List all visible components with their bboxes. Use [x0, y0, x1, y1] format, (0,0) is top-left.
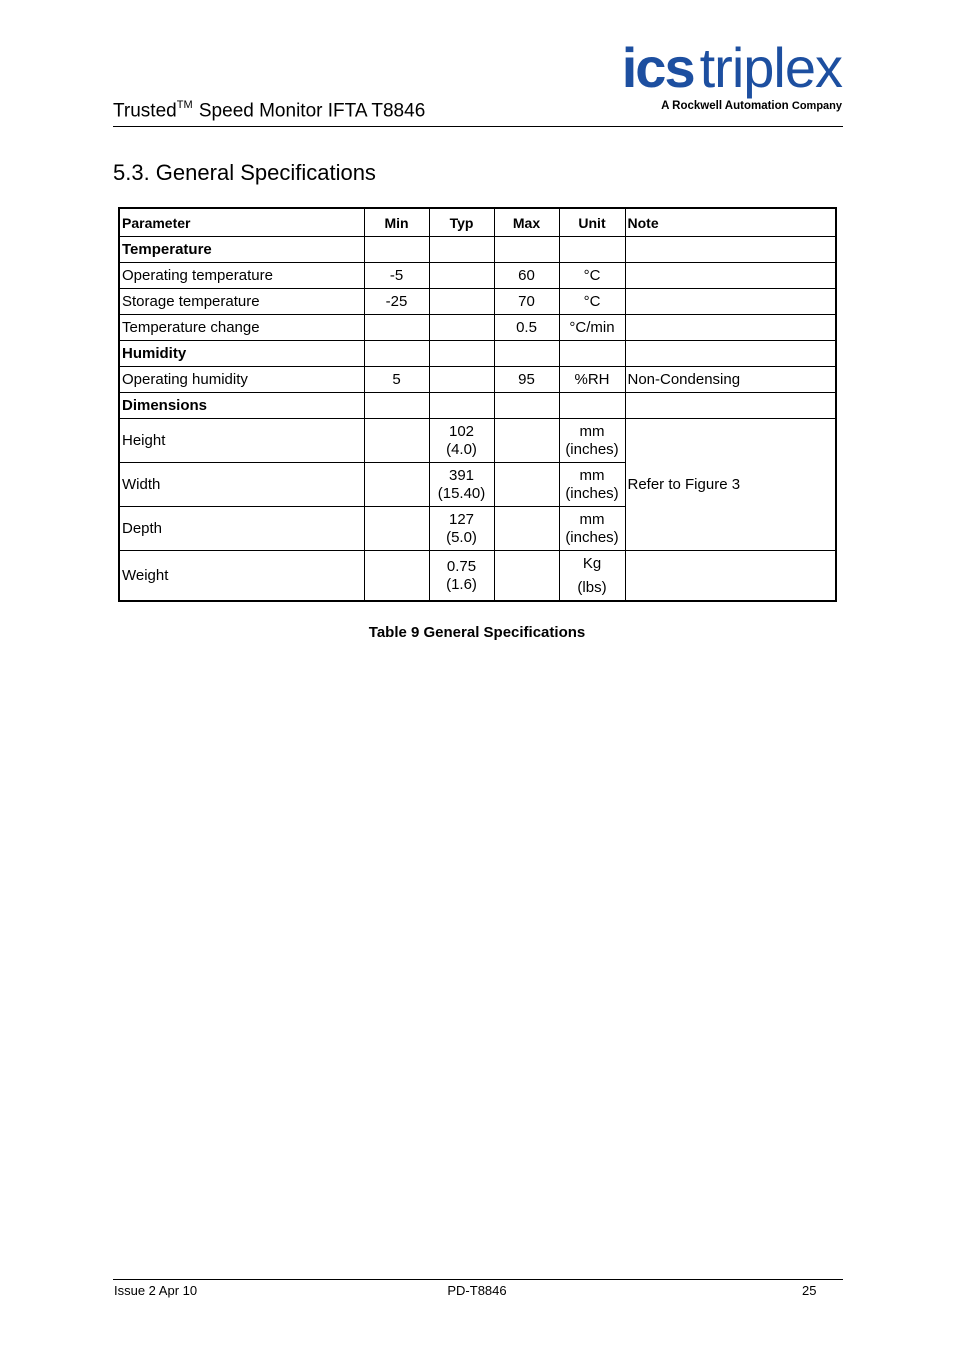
logo-wordmark	[621, 36, 842, 99]
typ-value: 127	[448, 510, 475, 528]
header-title-prefix: Trusted	[113, 100, 177, 122]
cell-min: -25	[364, 289, 429, 315]
unit-value-alt: (inches)	[565, 440, 619, 458]
typ-value: 102	[448, 422, 475, 440]
cell-max: 0.5	[494, 315, 559, 341]
typ-value-inches: (5.0)	[446, 528, 477, 546]
general-specifications-table	[118, 207, 837, 602]
cell-param: Height	[119, 419, 364, 463]
cell-unit	[559, 419, 625, 463]
logo-tagline-company: Company	[791, 100, 842, 112]
cell-note: Non-Condensing	[625, 367, 836, 393]
table-row	[119, 551, 836, 602]
group-label: Humidity	[119, 341, 364, 367]
group-label: Temperature	[119, 237, 364, 263]
cell-note	[625, 551, 836, 602]
cell-unit: °C	[559, 263, 625, 289]
logo-tagline	[622, 100, 842, 112]
cell-note-dimensions: Refer to Figure 3	[625, 419, 836, 551]
cell-typ	[429, 507, 494, 551]
table-row	[119, 263, 836, 289]
cell-typ	[429, 551, 494, 602]
cell-unit: %RH	[559, 367, 625, 393]
header-max: Max	[494, 208, 559, 237]
trademark-superscript: TM	[176, 99, 193, 111]
cell-min: 5	[364, 367, 429, 393]
cell-typ	[429, 289, 494, 315]
header-typ: Typ	[429, 208, 494, 237]
footer-divider	[113, 1279, 843, 1280]
cell-min	[364, 507, 429, 551]
unit-value-alt: (inches)	[565, 528, 619, 546]
logo-triplex: triplex	[699, 36, 842, 99]
unit-value-alt: (inches)	[565, 484, 619, 502]
cell-unit	[559, 551, 625, 602]
header-divider	[113, 126, 843, 127]
logo-tagline-main: A Rockwell Automation	[661, 100, 789, 112]
cell-param: Temperature change	[119, 315, 364, 341]
cell-max: 70	[494, 289, 559, 315]
cell-param: Operating temperature	[119, 263, 364, 289]
footer-issue: Issue 2 Apr 10	[114, 1283, 198, 1298]
table-caption: Table 9 General Specifications	[368, 624, 586, 641]
cell-typ	[429, 367, 494, 393]
header-parameter: Parameter	[119, 208, 364, 237]
cell-note	[625, 315, 836, 341]
typ-value: 0.75	[446, 557, 477, 575]
cell-max	[494, 463, 559, 507]
cell-max: 60	[494, 263, 559, 289]
document-header-title	[113, 100, 425, 122]
table-row	[119, 367, 836, 393]
unit-value: Kg	[582, 554, 602, 572]
cell-unit: °C/min	[559, 315, 625, 341]
cell-param: Weight	[119, 551, 364, 602]
cell-note	[625, 289, 836, 315]
cell-min	[364, 419, 429, 463]
group-row-temperature	[119, 237, 836, 263]
cell-typ	[429, 463, 494, 507]
cell-min	[364, 463, 429, 507]
cell-min	[364, 315, 429, 341]
header-unit: Unit	[559, 208, 625, 237]
cell-typ	[429, 263, 494, 289]
unit-value: mm	[579, 422, 605, 440]
typ-value-inches: (4.0)	[446, 440, 477, 458]
cell-min	[364, 551, 429, 602]
table-header-row	[119, 208, 836, 237]
table-row	[119, 289, 836, 315]
unit-value-alt: (lbs)	[577, 578, 607, 596]
footer-page-number: 25	[802, 1283, 817, 1298]
cell-unit: °C	[559, 289, 625, 315]
cell-max	[494, 507, 559, 551]
logo-ics: ics	[621, 36, 694, 99]
cell-typ	[429, 419, 494, 463]
cell-param: Storage temperature	[119, 289, 364, 315]
unit-value: mm	[579, 466, 605, 484]
section-title: 5.3. General Specifications	[113, 160, 376, 185]
header-title-suffix: Speed Monitor IFTA T8846	[193, 100, 426, 122]
cell-max	[494, 551, 559, 602]
ics-triplex-logo	[621, 36, 842, 112]
header-note: Note	[625, 208, 836, 237]
cell-param: Width	[119, 463, 364, 507]
table-row	[119, 315, 836, 341]
header-min: Min	[364, 208, 429, 237]
unit-value: mm	[579, 510, 605, 528]
cell-unit	[559, 463, 625, 507]
group-row-humidity	[119, 341, 836, 367]
cell-param: Operating humidity	[119, 367, 364, 393]
cell-max: 95	[494, 367, 559, 393]
cell-min: -5	[364, 263, 429, 289]
typ-value: 391	[448, 466, 475, 484]
typ-value-inches: (15.40)	[437, 484, 486, 502]
typ-value-lbs: (1.6)	[446, 575, 477, 593]
cell-note	[625, 263, 836, 289]
cell-unit	[559, 507, 625, 551]
group-label: Dimensions	[119, 393, 364, 419]
cell-typ	[429, 315, 494, 341]
cell-max	[494, 419, 559, 463]
table-row	[119, 419, 836, 463]
footer-document-id: PD-T8846	[447, 1283, 507, 1298]
group-row-dimensions	[119, 393, 836, 419]
cell-param: Depth	[119, 507, 364, 551]
